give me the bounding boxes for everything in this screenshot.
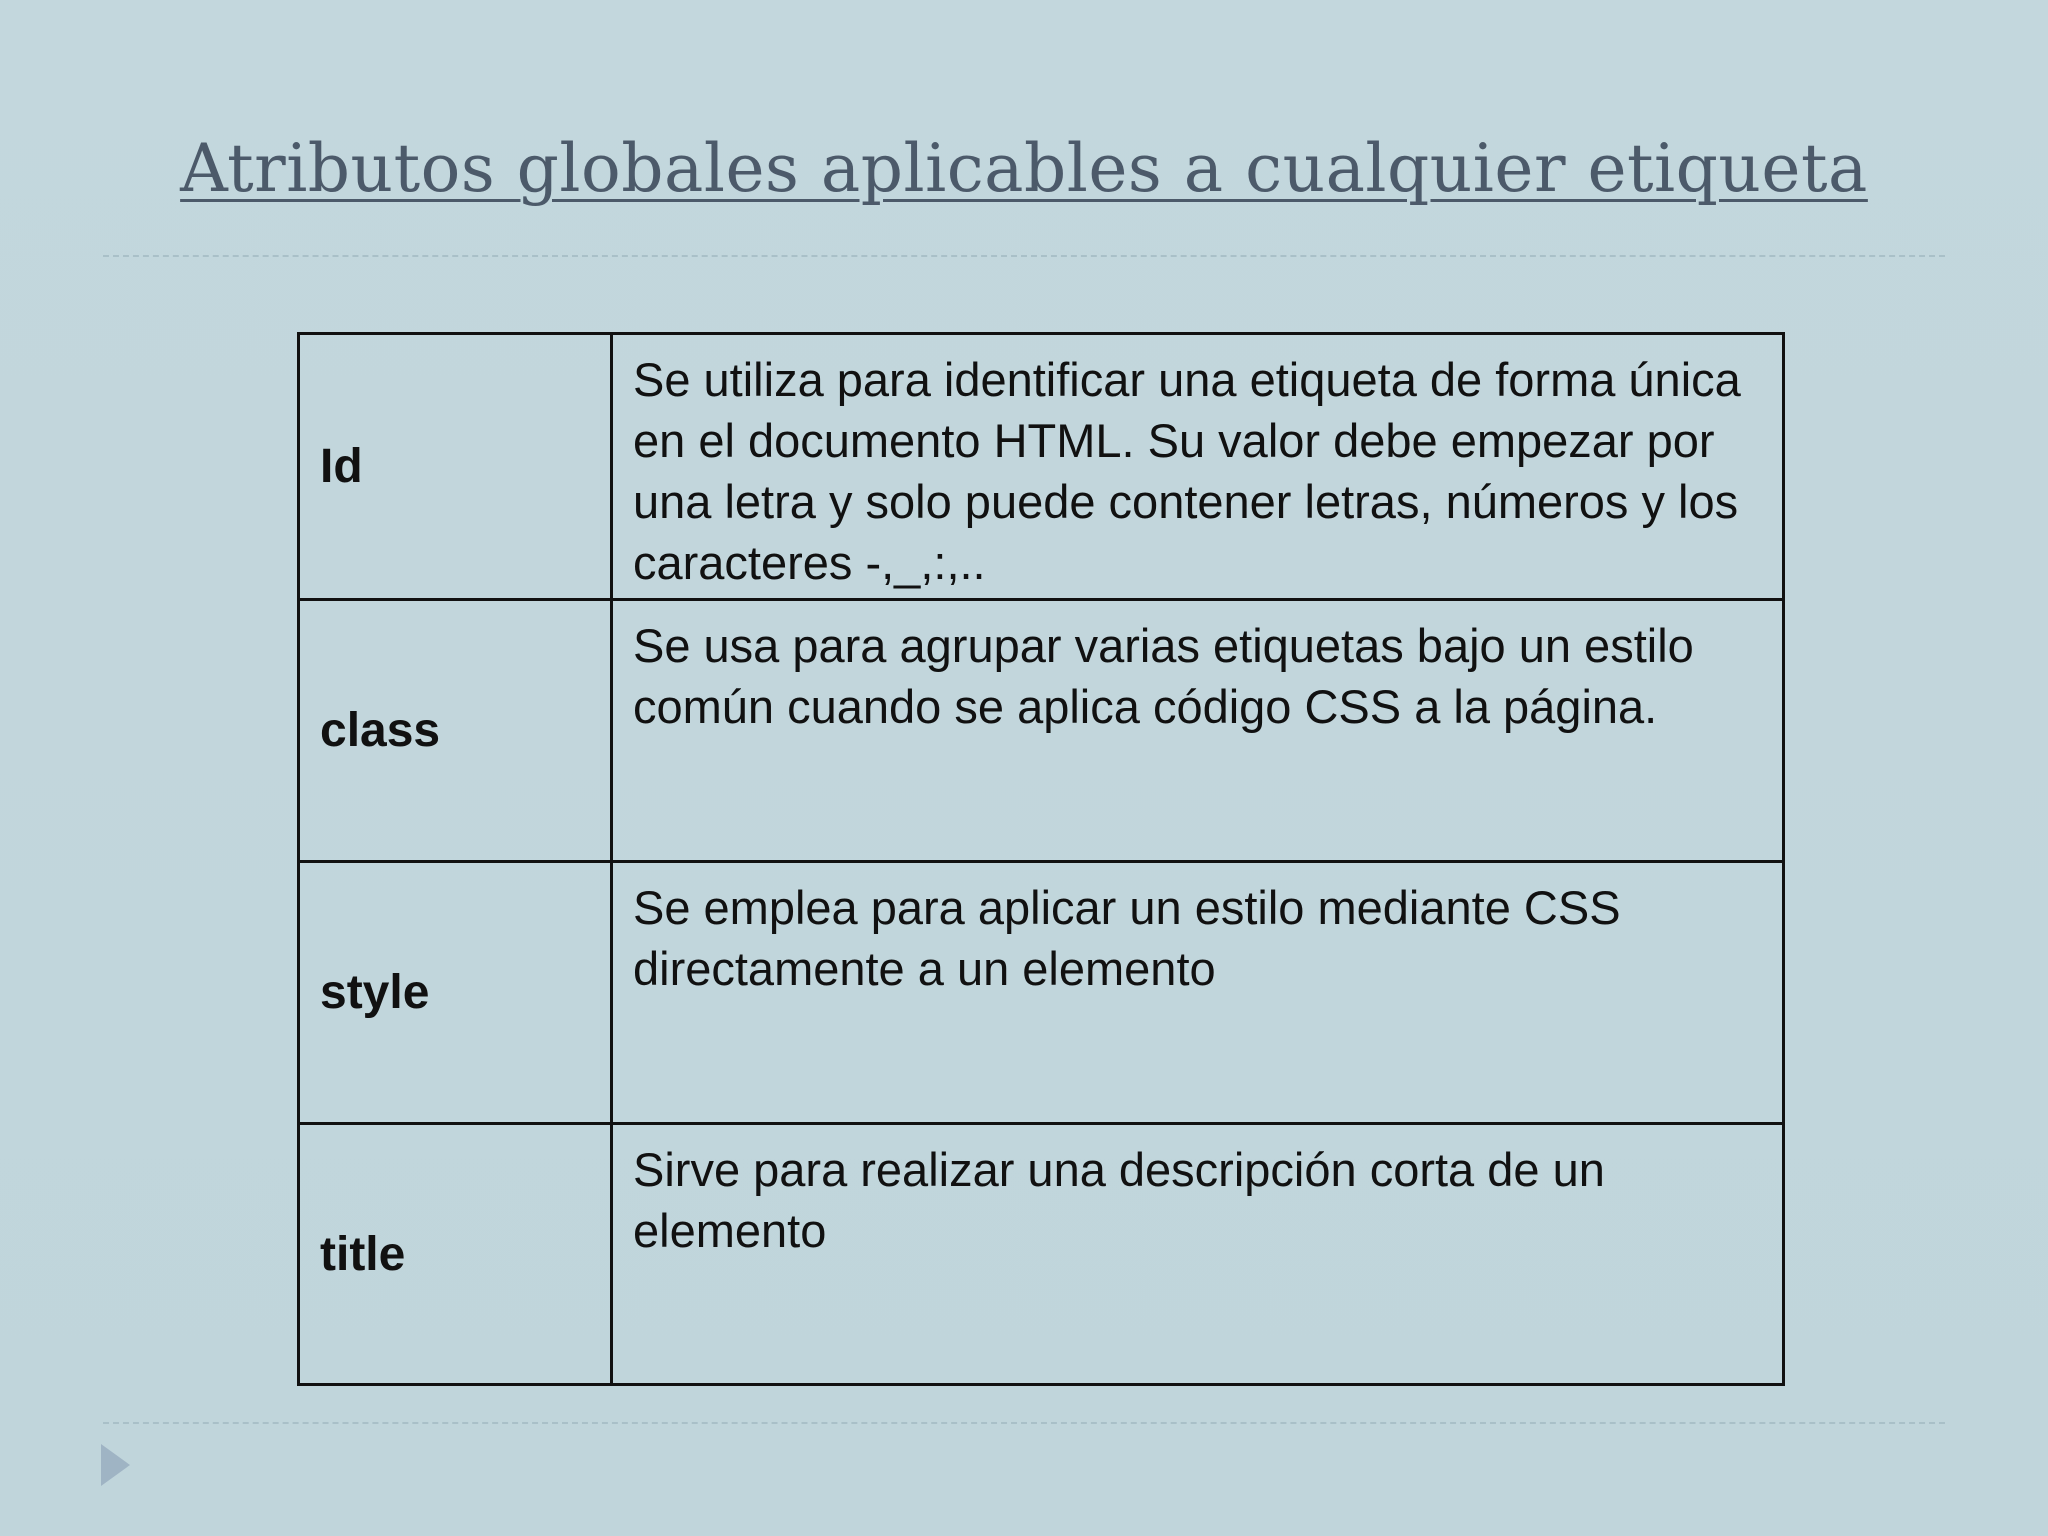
bottom-divider [103, 1422, 1945, 1424]
attribute-description-style: Se emplea para aplicar un estilo mediante CSS directamente a un elemento [613, 863, 1782, 1125]
attribute-description-title: Sirve para realizar una descripción corta de un elemento [633, 1143, 1605, 1257]
attributes-table [297, 332, 1785, 1386]
attribute-name-title: title [300, 1125, 613, 1383]
attribute-description-class: Se usa para agrupar varias etiquetas bajo un estilo común cuando se aplica código CSS a la página. [613, 601, 1782, 863]
top-divider [103, 255, 1945, 257]
attribute-name-style: style [300, 863, 613, 1125]
slide-title: Atributos globales aplicables a cualquier etiqueta [180, 130, 1868, 207]
attribute-description-id: Se utiliza para identificar una etiqueta de forma única en el documento HTML. Su valor debe empezar por una letra y solo puede contener letras, números y los caracteres -,_,:,.. [613, 335, 1782, 601]
attribute-name-id: Id [300, 335, 613, 601]
play-arrow-icon[interactable] [101, 1444, 130, 1486]
attribute-name-class: class [300, 601, 613, 863]
